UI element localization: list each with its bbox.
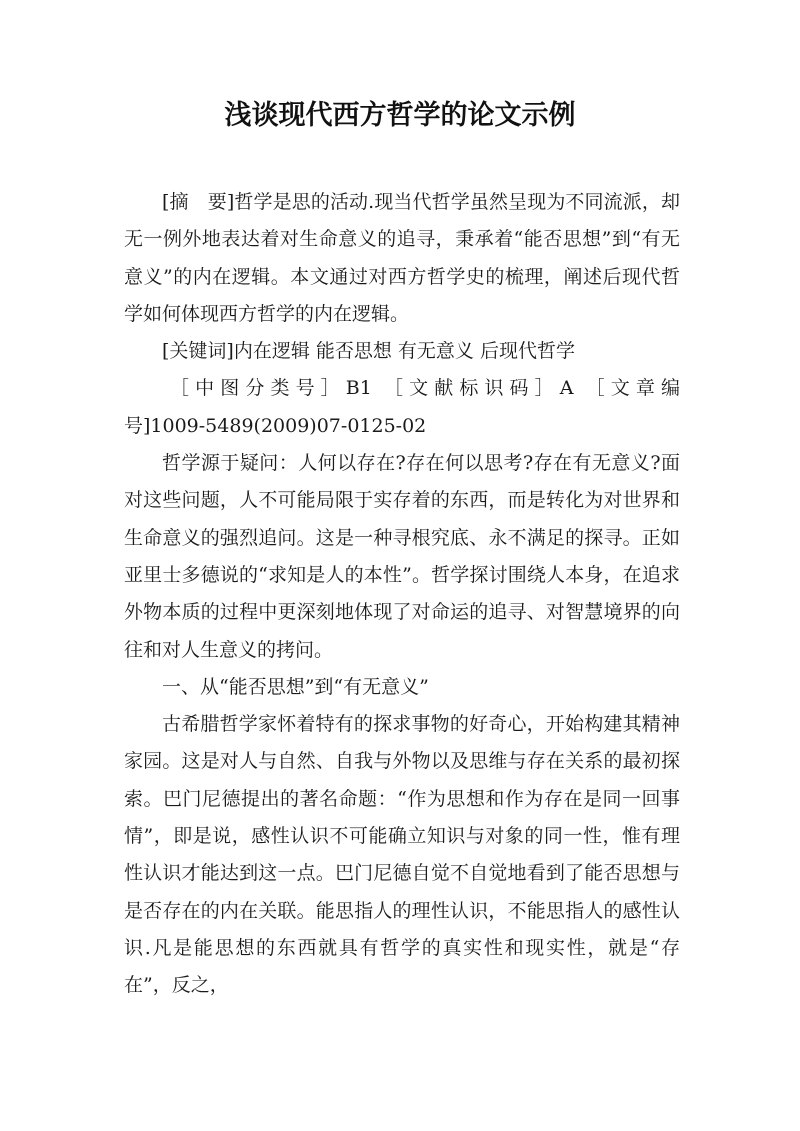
intro-paragraph: 哲学源于疑问：人何以存在?存在何以思考?存在有无意义?面对这些问题，人不可能局限于实存着的东西，而是转化为对世界和生命意义的强烈追问。这是一种寻根究底、永不满足的探寻。正如亚里士多德说的“求知是人的本性”。哲学探讨围绕人本身，在追求外物本质的过程中更深刻地体现了对命运的追寻、对智慧境界的向往和对人生意义的拷问。 (124, 452, 680, 661)
classification-number: 号]1009-5489(2009)07-0125-02 (124, 414, 427, 437)
section-heading: 一、从“能否思想”到“有无意义” (162, 675, 429, 698)
classification-line: ［中图分类号］B1 ［文献标识码］A ［文章编 (170, 377, 680, 400)
abstract-paragraph: [摘 要]哲学是思的活动.现当代哲学虽然呈现为不同流派，却无一例外地表达着对生命意义的追寻，秉承着“能否思想”到“有无意义”的内在逻辑。本文通过对西方哲学史的梳理，阐述后现代哲学如何体现西方哲学的内在逻辑。 (124, 191, 680, 325)
document-body (124, 184, 680, 1005)
document-title: 浅谈现代西方哲学的论文示例 (224, 100, 576, 131)
keywords-line: [关键词]内在逻辑 能否思想 有无意义 后现代哲学 (162, 340, 575, 363)
section-paragraph: 古希腊哲学家怀着特有的探求事物的好奇心，开始构建其精神家园。这是对人与自然、自我与外物以及思维与存在关系的最初探索。巴门尼德提出的著名命题：“作为思想和作为存在是同一回事情”，即是说，感性认识不可能确立知识与对象的同一性，惟有理性认识才能达到这一点。巴门尼德自觉不自觉地看到了能否思想与是否存在的内在关联。能思指人的理性认识，不能思指人的感性认识.凡是能思想的东西就具有哲学的真实性和现实性，就是“存在”，反之， (124, 713, 680, 997)
